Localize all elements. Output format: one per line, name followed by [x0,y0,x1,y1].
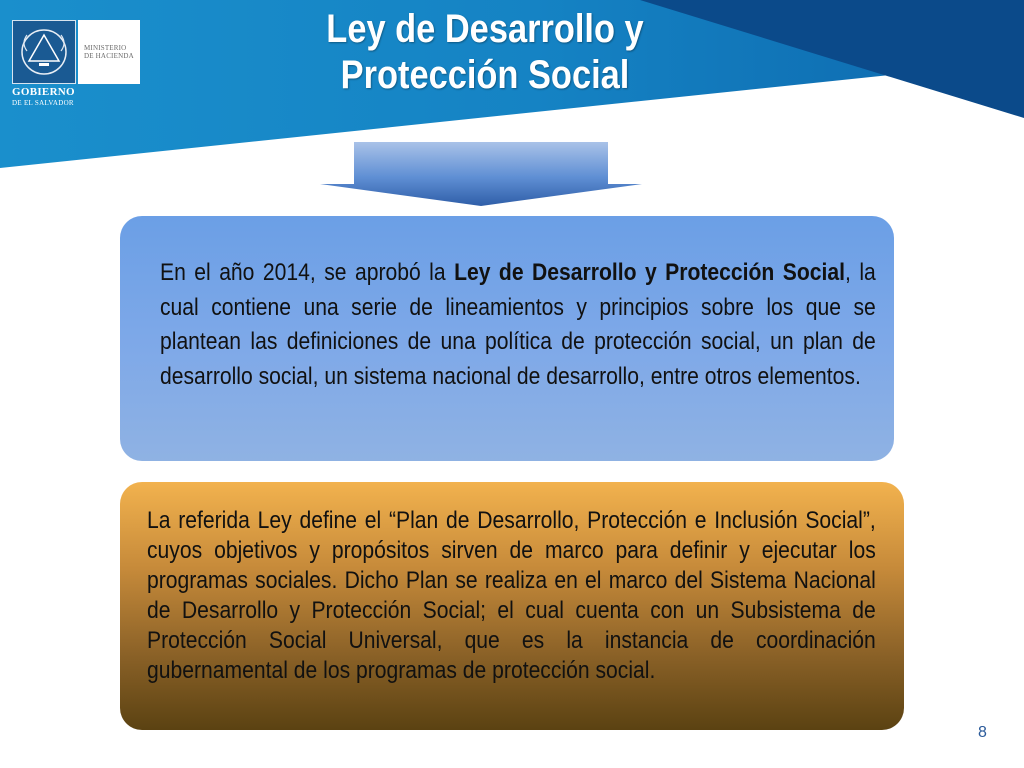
law-approval-box [120,216,894,461]
salvador-label: DE EL SALVADOR [12,99,74,107]
plan-description-text: La referida Ley define el “Plan de Desarrollo, Protección e Inclusión Social”, cuyos objetivos y propósitos sirven de marco para definir y ejecutar los programas sociales. Dicho Plan se realiza en el marco del Sistema Nacional de Desarrollo y Protección Social; el cual cuenta con un Subsistema de Protección Social Universal, que es la instancia de coordinación gubernamental de los programas de protección social. [147,507,876,684]
page-title [274,6,695,98]
down-arrow-icon [320,142,642,208]
law-approval-text [160,256,876,394]
gobierno-label: GOBIERNO [12,86,75,98]
law-approval-text-before: En el año 2014, se aprobó la [160,259,455,286]
national-coat-of-arms-icon [12,20,76,84]
law-name-bold: Ley de Desarrollo y Protección Social [454,259,845,286]
logo-block [10,18,142,110]
law-approval-text-after: , la cual contiene una serie de lineamientos y principios sobre los que se plantean las definiciones de una política de protección social, un plan de desarrollo social, un sistema nacional de desarrollo, entre otros elementos. [160,259,876,390]
ministry-label [78,20,140,84]
title-line2: Protección Social [340,53,630,97]
title-line1: Ley de Desarrollo y [326,7,644,51]
page-number: 8 [978,724,987,741]
ministry-line2: DE HACIENDA [84,52,134,60]
plan-description-box [120,482,904,730]
ministry-line1: MINISTERIO [84,44,127,52]
